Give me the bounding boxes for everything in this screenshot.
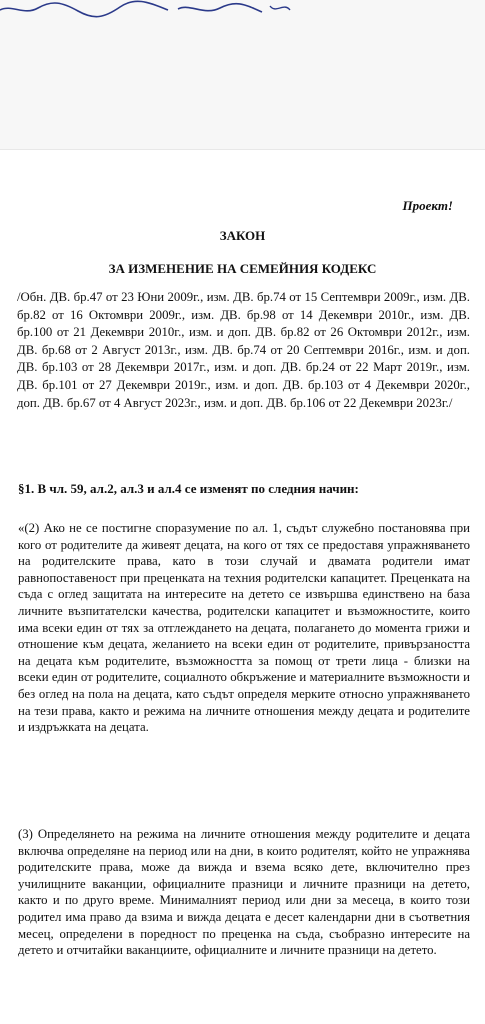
section-heading: §1. В чл. 59, ал.2, ал.3 и ал.4 се изменят по следния начин:: [18, 481, 359, 496]
publication-note: /Обн. ДВ. бр.47 от 23 Юни 2009г., изм. ДВ. бр.74 от 15 Септември 2009г., изм. ДВ. бр.82 от 16 Октомври 2009г., изм. ДВ. бр.98 от 14 Декември 2010г., изм. ДВ. бр.100 от 21 Декември 2010г., изм. и доп. ДВ. бр.82 от 26 Октомври 2012г., изм. ДВ. бр.68 от 2 Август 2013г., изм. ДВ. бр.74 от 20 Септември 2016г., изм. и доп. ДВ. бр.103 от 28 Декември 2017г., изм. и доп. ДВ. бр.24 от 22 Март 2019г., изм. ДВ. бр.101 от 27 Декември 2019г., изм. и доп. ДВ. бр.103 от 4 Декември 2020г., доп. ДВ. бр.67 от 4 Август 2023г., изм. и доп. ДВ. бр.106 от 22 Декември 2023г./: [17, 290, 470, 410]
handwritten-signature: [0, 0, 320, 22]
paragraph-2: «(2) Ако не се постигне споразумение по ал. 1, съдът служебно постановява при кого от родителите да живеят децата, на кого от тях се предоставя упражняването на родителските права, като в този случай и двамата родители имат равнопоставеност при преценката на техния родителски капацитет. Преценката на съда с оглед защитата на интересите на детето се извършва единствено на база личните възпитателски качества, родителски капацитет и възможностите, които има всеки един от тях за отглеждането на децата, полагането до момента грижи и отношение към децата, желанието на всеки един от родителите, привързаността на децата към родителите, възможността за помощ от трети лица - близки на всеки един от родителите, социалното обкръжение и материалните възможности и без оглед на пола на децата, като съдът определя мерките относно упражняването на тези права, както и режима на личните отношения между децата и родителите и издръжката на децата.: [18, 521, 470, 735]
paragraph-3: (3) Определянето на режима на личните отношения между родителите и децата включва определяне на период или на дни, в които родителят, който не упражнява родителските права, може да вижда и взема всяко дете, включително през училищните ваканции, официалните празници и личните празници на детето, както и по друго време. Минималният период или дни за месеца, в които този родител има право да взима и вижда децата е десет календарни дни в съответния месец, определени в поредност по преценка на съда, съобразно интересите на детето и отчитайки ваканциите, официалните и личните празници на детето.: [18, 827, 470, 958]
previous-page-strip: [0, 0, 485, 150]
document-title: ЗАКОН: [219, 228, 266, 243]
document-subtitle: ЗА ИЗМЕНЕНИЕ НА СЕМЕЙНИЯ КОДЕКС: [108, 261, 377, 276]
project-label: Проект!: [402, 198, 453, 213]
